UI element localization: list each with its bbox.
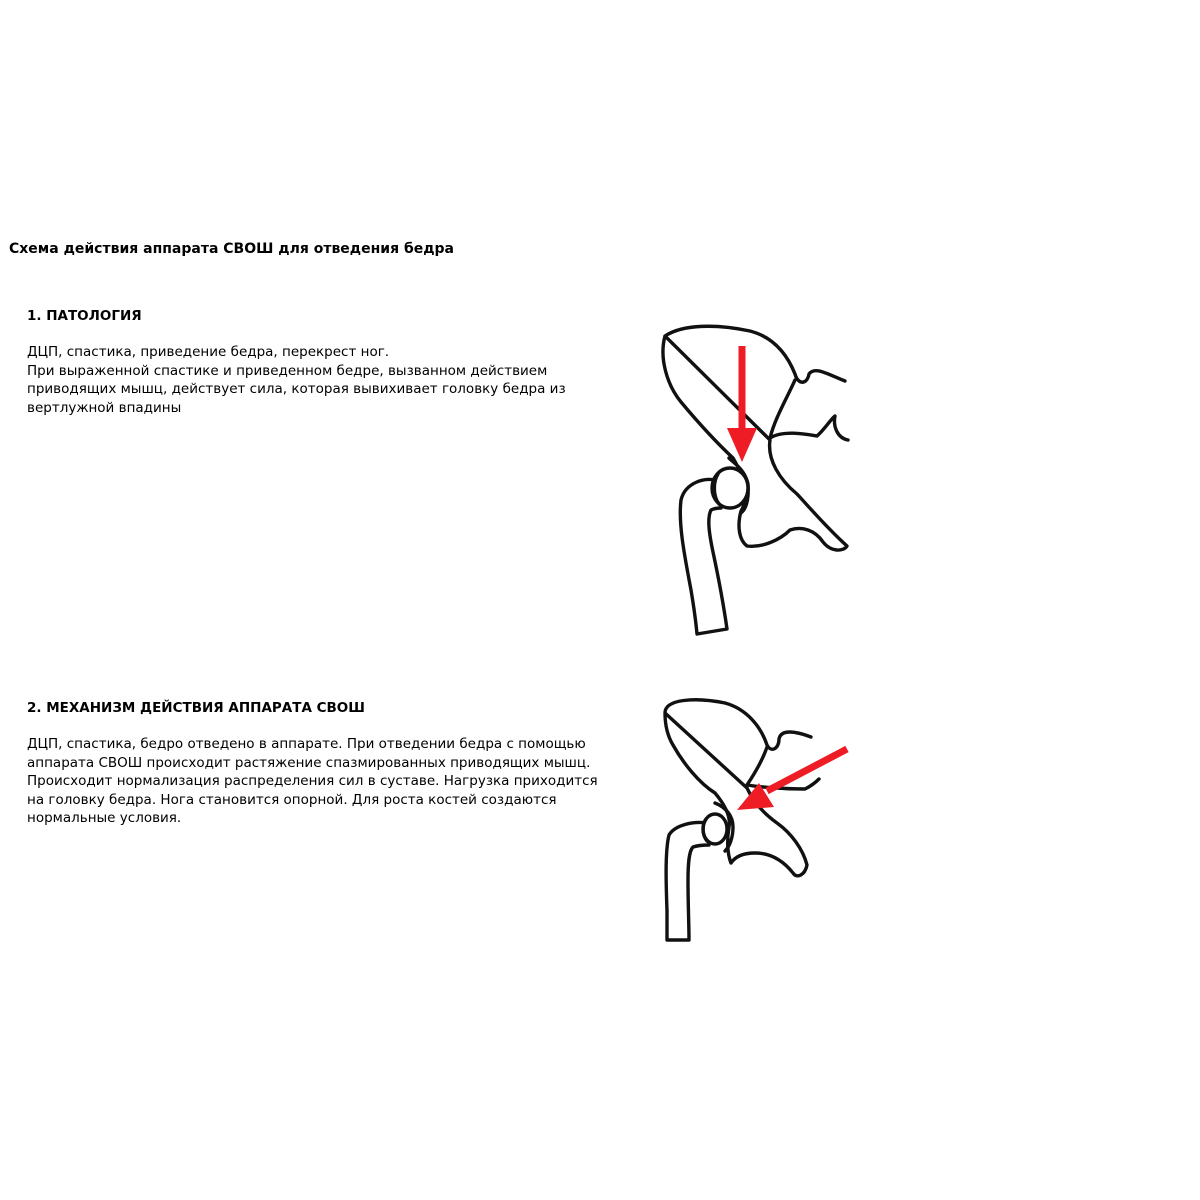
section-2-line: Происходит нормализация распределения сил в суставе. Нагрузка приходится xyxy=(27,773,598,789)
force-arrow-shaft xyxy=(767,749,847,791)
section-2-line: ДЦП, спастика, бедро отведено в аппарате. При отведении бедра с помощью xyxy=(27,736,586,752)
page-title: Схема действия аппарата СВОШ для отведения бедра xyxy=(9,241,454,257)
section-1-line: При выраженной спастике и приведенном бедре, вызванном действием xyxy=(27,362,548,379)
section-1-heading: 1. ПАТОЛОГИЯ xyxy=(27,308,142,324)
section-1-line: ДЦП, спастика, приведение бедра, перекрест ног. xyxy=(27,344,390,360)
hip-joint-pathology-icon xyxy=(655,318,860,643)
hip-joint-abducted-icon xyxy=(655,693,860,948)
section-1-text xyxy=(27,343,647,417)
section-2-text xyxy=(27,735,647,828)
section-2-line: аппарата СВОШ происходит растяжение спазмированных приводящих мышц. xyxy=(27,754,591,771)
femur-shaft xyxy=(666,823,709,941)
section-1-line: вертлужной впадины xyxy=(27,399,182,416)
section-2-line: на головку бедра. Нога становится опорной. Для роста костей создаются xyxy=(27,791,557,808)
section-2-heading: 2. МЕХАНИЗМ ДЕЙСТВИЯ АППАРАТА СВОШ xyxy=(27,700,365,716)
section-2-line: нормальные условия. xyxy=(27,810,182,826)
section-1-line: приводящих мышц, действует сила, которая вывихивает головку бедра из xyxy=(27,381,566,397)
